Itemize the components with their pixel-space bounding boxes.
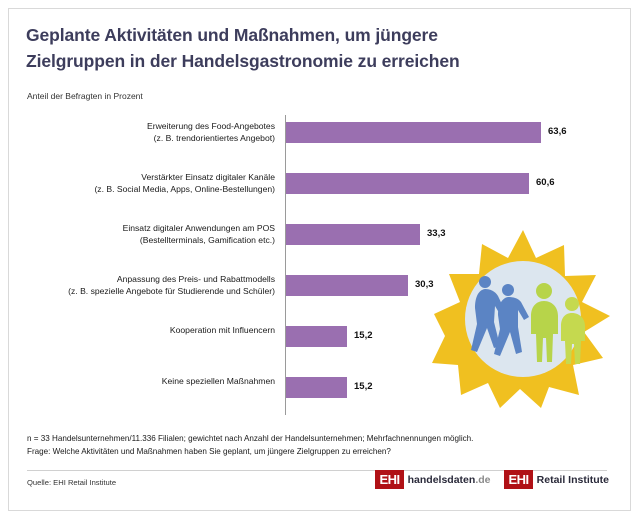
logo-handelsdaten[interactable] (375, 470, 490, 489)
source-text: Quelle: EHI Retail Institute (27, 478, 117, 487)
category-label (27, 171, 275, 195)
bar-segment (286, 122, 541, 143)
category-label-line1: Erweiterung des Food-Angebotes (146, 121, 275, 131)
bar-value-label: 15,2 (354, 381, 373, 392)
category-label (27, 375, 275, 387)
category-label-line2: (z. B. spezielle Angebote für Studierende und Schüler) (68, 286, 275, 296)
logo-group (375, 470, 609, 489)
category-label-line2: (Bestellterminals, Gamification etc.) (139, 235, 275, 245)
bar-value-label: 63,6 (548, 126, 567, 137)
category-label-line1: Keine speziellen Maßnahmen (161, 376, 275, 386)
category-label (27, 222, 275, 246)
ehi-logo-mark: EHI (504, 470, 532, 489)
category-label-line1: Verstärkter Einsatz digitaler Kanäle (141, 172, 275, 182)
title-line-2: Zielgruppen in der Handelsgastronomie zu erreichen (26, 51, 460, 71)
ehi-logo-mark: EHI (375, 470, 403, 489)
chart-subtitle: Anteil der Befragten in Prozent (27, 91, 143, 101)
bar-value-label: 60,6 (536, 177, 555, 188)
bar-value-label: 33,3 (427, 228, 446, 239)
bar-value-label: 15,2 (354, 330, 373, 341)
title-line-1: Geplante Aktivitäten und Maßnahmen, um jüngere (26, 25, 438, 45)
page-title (26, 22, 606, 74)
footnote (27, 432, 607, 458)
category-label (27, 120, 275, 144)
bar-segment (286, 173, 529, 194)
bar-segment (286, 377, 347, 398)
logo-handelsdaten-text (408, 474, 491, 486)
footnote-line-1: n = 33 Handelsunternehmen/11.336 Filialen; gewichtet nach Anzahl der Handelsunternehmen; Mehrfachnennungen möglich. (27, 434, 474, 443)
category-label (27, 273, 275, 297)
logo-retail-institute[interactable] (504, 470, 609, 489)
chart-row (27, 171, 587, 221)
category-label-line1: Einsatz digitaler Anwendungen am POS (122, 223, 275, 233)
bar-segment (286, 326, 347, 347)
bar-segment (286, 275, 408, 296)
bar-segment (286, 224, 420, 245)
chart-row (27, 120, 587, 170)
category-label-line1: Kooperation mit Influencern (169, 325, 275, 335)
star-burst-icon (432, 228, 614, 410)
star-illustration (432, 228, 614, 410)
category-label-line2: (z. B. trendorientiertes Angebot) (153, 133, 275, 143)
logo-word: handelsdaten (407, 473, 476, 486)
logo-retail-institute-text: Retail Institute (536, 473, 609, 486)
logo-suffix: .de (475, 473, 491, 486)
bar-value-label: 30,3 (415, 279, 434, 290)
category-label-line2: (z. B. Social Media, Apps, Online-Bestellungen) (94, 184, 275, 194)
footnote-line-2: Frage: Welche Aktivitäten und Maßnahmen haben Sie geplant, um jüngere Zielgruppen zu erreichen? (27, 447, 391, 456)
category-label (27, 324, 275, 336)
category-label-line1: Anpassung des Preis- und Rabattmodells (116, 274, 275, 284)
